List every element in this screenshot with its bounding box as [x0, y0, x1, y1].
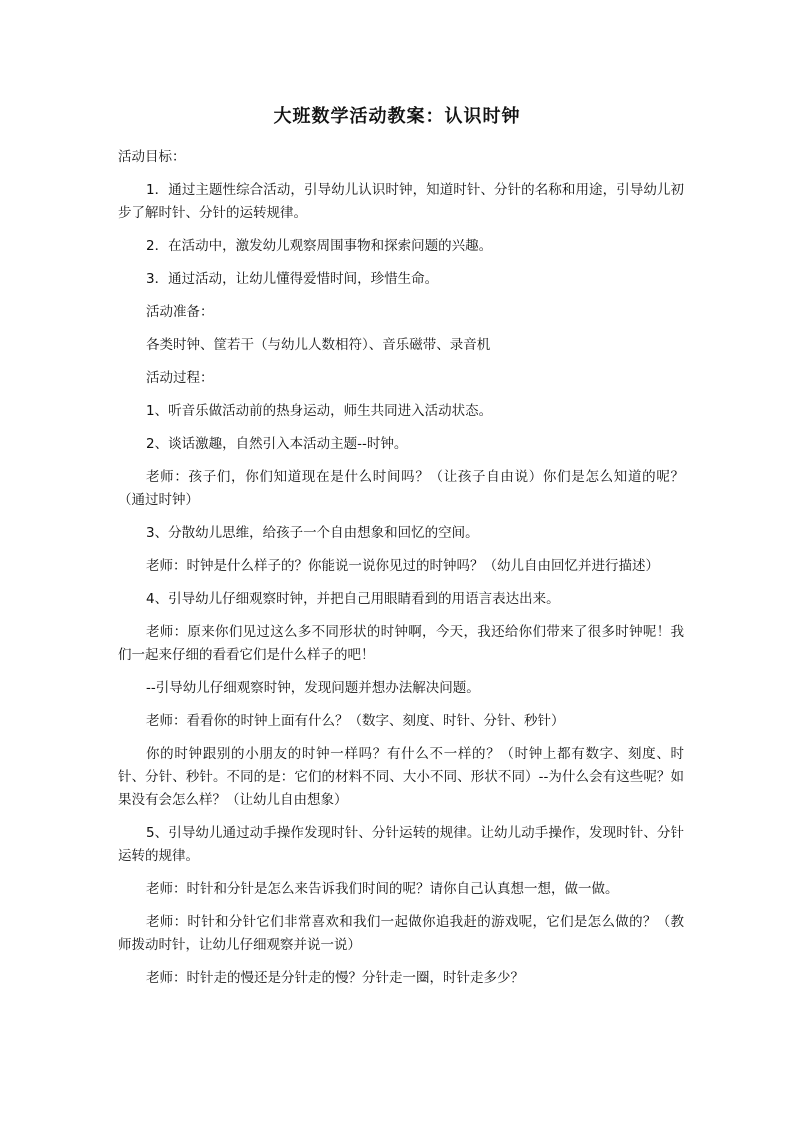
paragraph: 1、听音乐做活动前的热身运动，师生共同进入活动状态。 — [146, 403, 493, 419]
paragraph: 老师：看看你的时钟上面有什么？（数字、刻度、时针、分针、秒针） — [146, 713, 565, 729]
paragraph: 4、引导幼儿仔细观察时钟，并把自己用眼睛看到的用语言表达出来。 — [146, 591, 560, 607]
paragraph: 3．通过活动，让幼儿懂得爱惜时间，珍惜生命。 — [146, 271, 439, 287]
paragraph: 3、分散幼儿思维，给孩子一个自由想象和回忆的空间。 — [146, 525, 479, 541]
paragraph: 5、引导幼儿通过动手操作发现时针、分针运转的规律。让幼儿动手操作，发现时针、分针运转的规律。 — [118, 825, 684, 864]
paragraph: 活动目标： — [118, 149, 186, 165]
paragraph: 活动准备： — [146, 304, 214, 320]
document-title: 大班数学活动教案：认识时钟 — [273, 106, 521, 127]
paragraph: 各类时钟、筐若干（与幼儿人数相符）、音乐磁带、录音机 — [146, 337, 491, 353]
paragraph: 2．在活动中，激发幼儿观察周围事物和探索问题的兴趣。 — [146, 238, 493, 254]
paragraph: 老师：时钟是什么样子的？你能说一说你见过的时钟吗？（幼儿自由回忆并进行描述） — [146, 558, 659, 574]
paragraph: 1．通过主题性综合活动，引导幼儿认识时钟，知道时针、分针的名称和用途，引导幼儿初步了解时针、分针的运转规律。 — [118, 182, 684, 221]
paragraph: --引导幼儿仔细观察时钟，发现问题并想办法解决问题。 — [146, 680, 480, 696]
paragraph: 你的时钟跟别的小朋友的时钟一样吗？有什么不一样的？（时钟上都有数字、刻度、时针、分针、秒针。不同的是：它们的材料不同、大小不同、形状不同）--为什么会有这些呢？如果没有会怎么样？（让幼儿自由想象） — [118, 746, 684, 808]
document-body — [118, 146, 684, 1000]
paragraph: 老师：孩子们，你们知道现在是什么时间吗？（让孩子自由说）你们是怎么知道的呢？（通过时钟） — [118, 469, 684, 508]
paragraph: 2、谈话激趣，自然引入本活动主题--时钟。 — [146, 436, 408, 452]
paragraph: 活动过程： — [146, 370, 214, 386]
paragraph: 老师：原来你们见过这么多不同形状的时钟啊，今天，我还给你们带来了很多时钟呢！我们一起来仔细的看看它们是什么样子的吧！ — [118, 624, 684, 663]
paragraph: 老师：时针和分针它们非常喜欢和我们一起做你追我赶的游戏呢，它们是怎么做的？（教师拨动时针，让幼儿仔细观察并说一说） — [118, 914, 684, 953]
paragraph: 老师：时针和分针是怎么来告诉我们时间的呢？请你自己认真想一想，做一做。 — [146, 881, 619, 897]
paragraph: 老师：时针走的慢还是分针走的慢？分针走一圈，时针走多少？ — [146, 970, 524, 986]
